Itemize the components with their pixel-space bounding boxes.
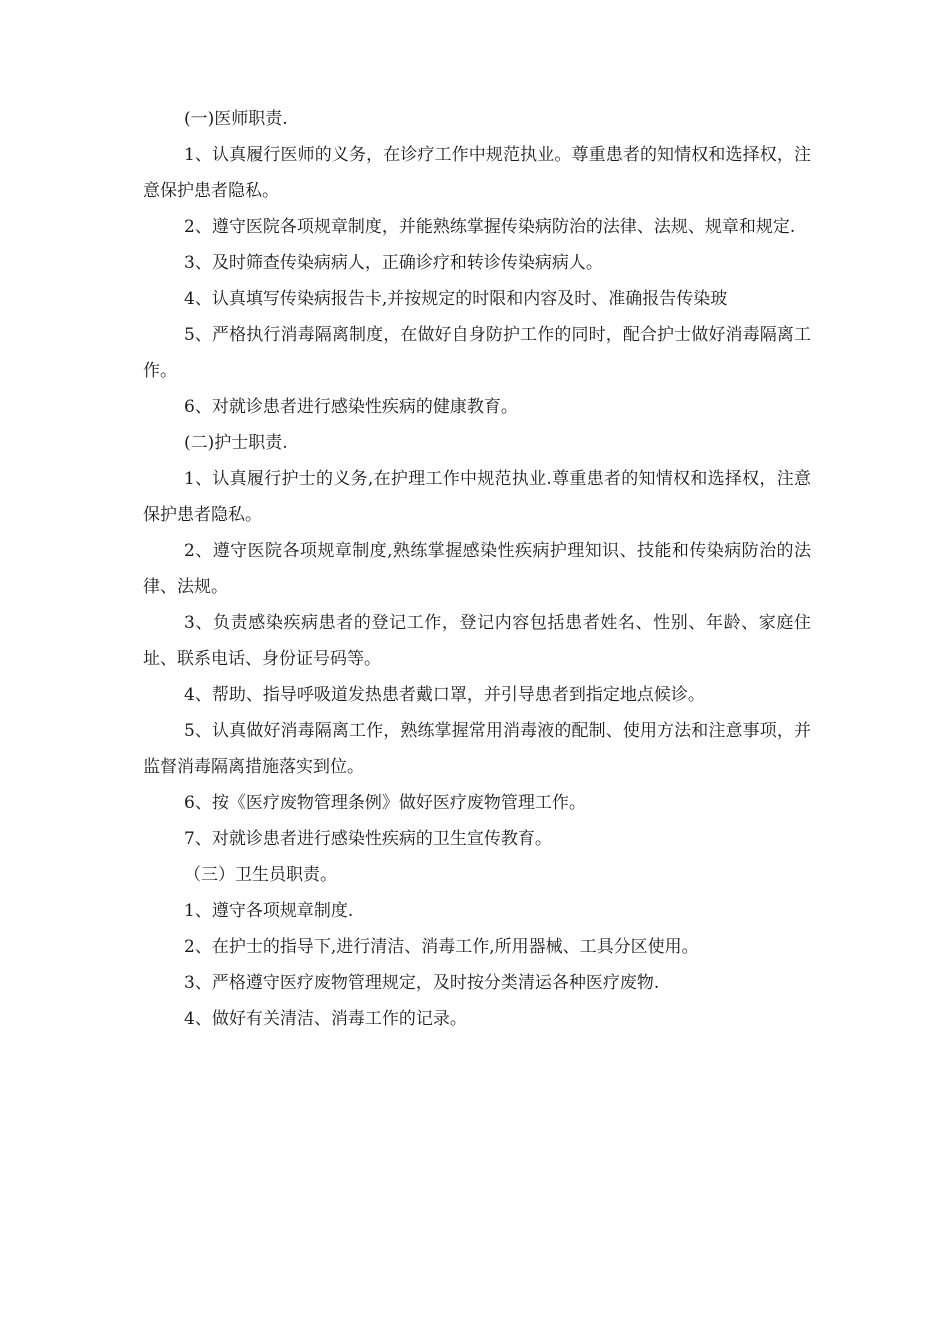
list-item: 3、严格遵守医疗废物管理规定，及时按分类清运各种医疗废物. <box>184 973 660 993</box>
list-item: 1、认真履行护士的义务,在护理工作中规范执业.尊重患者的知情权和选择权，注意保护患者隐私。 <box>143 469 811 525</box>
list-item: 4、帮助、指导呼吸道发热患者戴口罩，并引导患者到指定地点候诊。 <box>184 685 705 705</box>
list-item: 4、认真填写传染病报告卡,并按规定的时限和内容及时、准确报告传染玻 <box>184 289 728 309</box>
document-body <box>143 101 811 1037</box>
list-item: 3、及时筛查传染病病人，正确诊疗和转诊传染病病人。 <box>184 253 603 273</box>
list-item: 5、认真做好消毒隔离工作，熟练掌握常用消毒液的配制、使用方法和注意事项，并监督消毒隔离措施落实到位。 <box>143 721 811 777</box>
list-item: 2、遵守医院各项规章制度，并能熟练掌握传染病防治的法律、法规、规章和规定. <box>184 217 796 237</box>
list-item: 3、负责感染疾病患者的登记工作，登记内容包括患者姓名、性别、年龄、家庭住址、联系电话、身份证号码等。 <box>143 613 811 669</box>
list-item: 6、按《医疗废物管理条例》做好医疗废物管理工作。 <box>184 793 586 813</box>
section-heading-nurse: (二)护士职责. <box>184 433 288 453</box>
section-heading-doctor: (一)医师职责. <box>184 109 288 129</box>
list-item: 5、严格执行消毒隔离制度，在做好自身防护工作的同时，配合护士做好消毒隔离工作。 <box>143 325 811 381</box>
section-heading-sanitation: （三）卫生员职责。 <box>184 865 337 885</box>
list-item: 4、做好有关清洁、消毒工作的记录。 <box>184 1009 467 1029</box>
list-item: 2、在护士的指导下,进行清洁、消毒工作,所用器械、工具分区使用。 <box>184 937 699 957</box>
list-item: 7、对就诊患者进行感染性疾病的卫生宣传教育。 <box>184 829 552 849</box>
list-item: 1、认真履行医师的义务，在诊疗工作中规范执业。尊重患者的知情权和选择权，注意保护患者隐私。 <box>143 145 811 201</box>
list-item: 6、对就诊患者进行感染性疾病的健康教育。 <box>184 397 518 417</box>
list-item: 1、遵守各项规章制度. <box>184 901 354 921</box>
list-item: 2、遵守医院各项规章制度,熟练掌握感染性疾病护理知识、技能和传染病防治的法律、法规。 <box>143 541 811 597</box>
